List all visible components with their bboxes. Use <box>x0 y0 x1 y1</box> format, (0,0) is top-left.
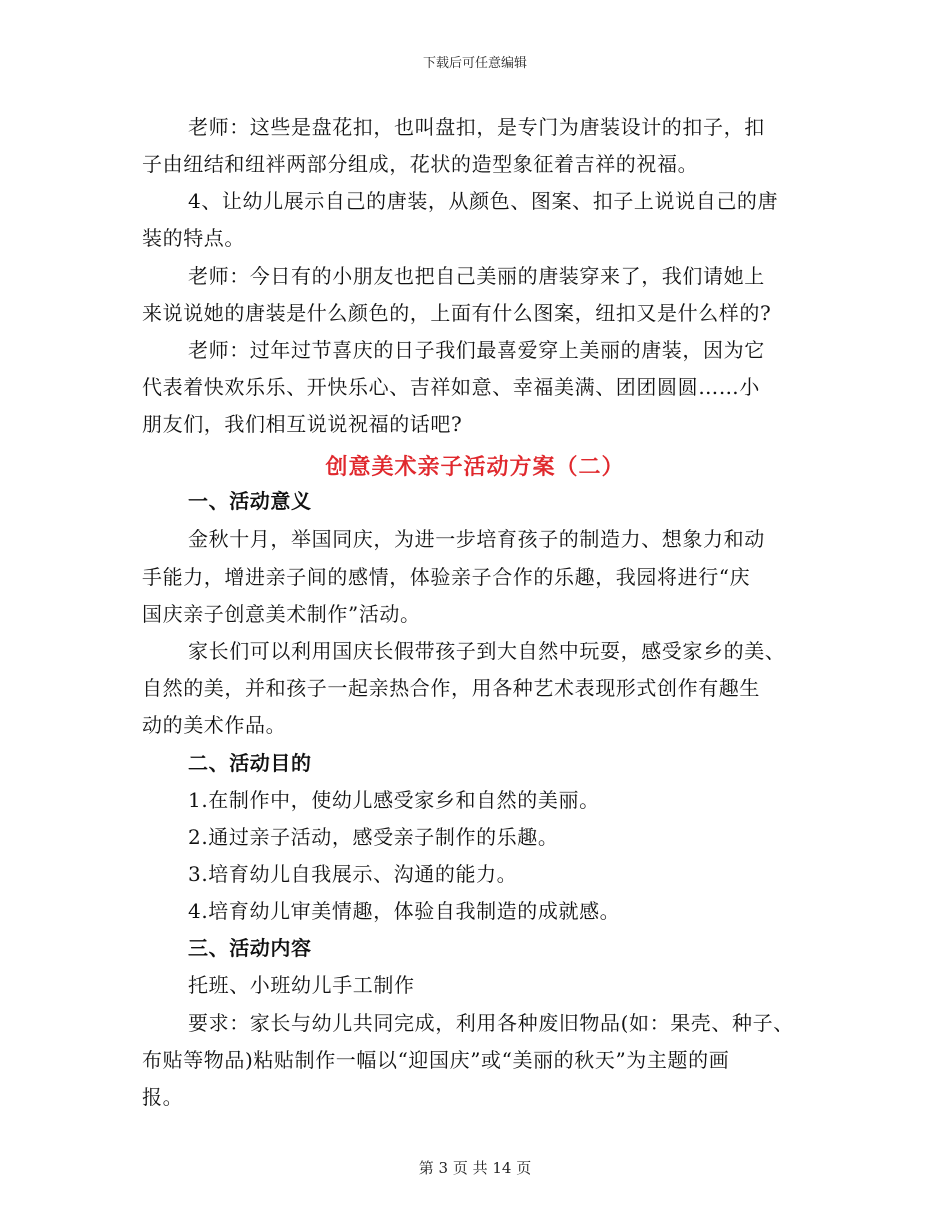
list-item: 4.培育幼儿审美情趣，体验自我制造的成就感。 <box>188 899 621 923</box>
page-header: 下载后可任意编辑 <box>422 56 527 71</box>
list-item: 2.通过亲子活动，感受亲子制作的乐趣。 <box>188 825 559 849</box>
paragraph-line: 4、让幼儿展示自己的唐装，从颜色、图案、扣子上说说自己的唐 <box>188 189 779 213</box>
paragraph-line: 手能力，增进亲子间的感情，体验亲子合作的乐趣，我园将进行“庆 <box>142 565 751 589</box>
paragraph-line: 老师：过年过节喜庆的日子我们最喜爱穿上美丽的唐装，因为它 <box>188 338 765 362</box>
section-title: 创意美术亲子活动方案（二） <box>325 454 625 480</box>
list-item: 1.在制作中，使幼儿感受家乡和自然的美丽。 <box>188 788 600 812</box>
paragraph-line: 子由纽结和纽袢两部分组成，花状的造型象征着吉祥的祝福。 <box>142 152 699 176</box>
paragraph-line: 老师：今日有的小朋友也把自己美丽的唐装穿来了，我们请她上 <box>188 264 765 288</box>
paragraph-line: 动的美术作品。 <box>142 713 287 737</box>
paragraph-line: 要求：家长与幼儿共同完成，利用各种废旧物品(如：果壳、种子、 <box>188 1011 794 1035</box>
list-item: 3.培育幼儿自我展示、沟通的能力。 <box>188 862 518 886</box>
section-heading: 二、活动目的 <box>188 751 312 775</box>
section-heading: 三、活动内容 <box>188 936 312 960</box>
section-heading: 一、活动意义 <box>188 489 312 513</box>
paragraph-line: 来说说她的唐装是什么颜色的，上面有什么图案，纽扣又是什么样的? <box>142 301 772 325</box>
paragraph-line: 自然的美，并和孩子一起亲热合作，用各种艺术表现形式创作有趣生 <box>142 676 760 700</box>
paragraph-line: 报。 <box>142 1085 184 1109</box>
page-footer: 第 3 页 共 14 页 <box>418 1159 532 1177</box>
paragraph-line: 家长们可以利用国庆长假带孩子到大自然中玩耍，感受家乡的美、 <box>188 639 786 663</box>
paragraph-line: 装的特点。 <box>142 226 245 250</box>
paragraph-line: 托班、小班幼儿手工制作 <box>188 973 415 997</box>
paragraph-line: 代表着快欢乐乐、开快乐心、吉祥如意、幸福美满、团团圆圆……小 <box>142 375 760 399</box>
paragraph-line: 老师：这些是盘花扣，也叫盘扣，是专门为唐装设计的扣子，扣 <box>188 115 765 139</box>
paragraph-line: 布贴等物品)粘贴制作一幅以“迎国庆”或“美丽的秋天”为主题的画 <box>142 1048 730 1072</box>
paragraph-line: 国庆亲子创意美术制作”活动。 <box>142 602 421 626</box>
paragraph-line: 朋友们，我们相互说说祝福的话吧? <box>142 412 463 436</box>
paragraph-line: 金秋十月，举国同庆，为进一步培育孩子的制造力、想象力和动 <box>188 527 765 551</box>
